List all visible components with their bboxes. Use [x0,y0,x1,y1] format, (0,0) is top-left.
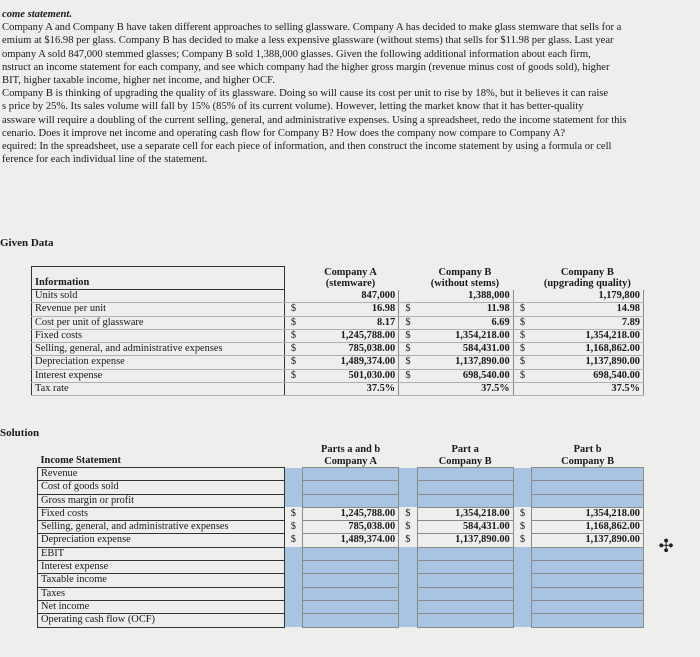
currency-c: $ [519,534,526,546]
currency-a [284,547,302,560]
row-label: Taxes [38,587,285,600]
currency-b [399,494,417,507]
currency-a: $ [284,303,302,316]
solution-title: Solution [0,427,40,439]
currency-c [513,494,531,507]
currency-a [284,574,302,587]
value-company-b[interactable]: 1,354,218.00 [417,507,513,520]
currency-a: $ [290,534,296,546]
row-label: Revenue per unit [32,303,285,316]
currency-b [399,561,417,574]
value-company-b[interactable] [417,468,513,481]
value-company-a[interactable]: 1,245,788.00 [302,329,398,342]
value-company-b-upgrade[interactable]: 37.5% [531,383,643,396]
income-statement-row [38,614,644,627]
value-company-a[interactable]: 8.17 [302,316,398,329]
currency-a: $ [284,369,302,382]
currency-b [399,574,417,587]
value-company-b-upgrade[interactable] [532,587,644,600]
currency-b [399,614,417,627]
value-company-a[interactable] [303,468,399,481]
currency-b: $ [399,369,417,382]
currency-b: $ [399,356,417,369]
currency-c: $ [513,369,531,382]
row-label: Operating cash flow (OCF) [38,614,285,627]
value-company-b-upgrade[interactable] [532,600,644,613]
currency-c [513,547,531,560]
value-company-a[interactable]: 1,245,788.00 [303,507,399,520]
value-company-a[interactable] [303,547,399,560]
currency-a [284,561,302,574]
value-company-a[interactable]: 785,038.00 [302,343,398,356]
row-label: Gross margin or profit [38,494,285,507]
currency-a: $ [284,356,302,369]
row-label: Units sold [32,290,285,303]
currency-a [284,494,302,507]
given-data-row [32,290,644,303]
given-col-company-a: Company A (stemware) [324,266,377,289]
currency-c: $ [513,329,531,342]
currency-b [399,290,417,303]
currency-b [399,468,417,481]
value-company-b-upgrade[interactable]: 14.98 [531,303,643,316]
given-data-row [32,343,644,356]
currency-c: $ [519,507,526,519]
given-data-row [32,383,644,396]
currency-c [513,468,531,481]
currency-c: $ [519,521,526,533]
currency-a [284,290,302,303]
value-company-a[interactable] [303,614,399,627]
value-company-b[interactable] [417,600,513,613]
currency-b [399,383,417,396]
currency-c [513,614,531,627]
value-company-a[interactable]: 785,038.00 [303,521,399,534]
currency-a [284,383,302,396]
problem-paragraph-1: Company A and Company B have taken different approaches to selling glassware. Company A has decided to make glass stemware that sells for a emium at $16.98 per glass. Company B has decided to make a less expensive glassware (without stems) that sells for $11.98 per glass. Last year ompany A sold 847,000 stemmed glasses; Company B sold 1,388,000 glasses. Given the following additional information about each firm, nstruct an income statement for each company, and see which company had the higher gross margin (revenue minus cost of goods sold), higher BIT, higher taxable income, higher net income, and higher OCF. [2,22,622,87]
currency-a [284,481,302,494]
currency-a [284,614,302,627]
row-label: Cost per unit of glassware [32,316,285,329]
currency-b [399,547,417,560]
income-statement-row [38,494,644,507]
value-company-b-upgrade[interactable] [532,468,644,481]
value-company-b[interactable]: 1,137,890.00 [417,356,513,369]
value-company-b[interactable] [417,561,513,574]
currency-b: $ [399,303,417,316]
currency-b: $ [405,521,411,533]
income-statement-row [38,534,644,547]
row-label: Net income [38,600,285,613]
value-company-b[interactable]: 6.69 [417,316,513,329]
value-company-b[interactable] [417,574,513,587]
currency-b: $ [399,329,417,342]
currency-c: $ [513,316,531,329]
currency-a: $ [284,329,302,342]
income-statement-table [37,444,644,628]
row-label: Fixed costs [32,329,285,342]
value-company-b-upgrade[interactable]: 1,168,862.00 [532,521,644,534]
row-label: Selling, general, and administrative expenses [32,343,285,356]
value-company-b-upgrade[interactable]: 1,354,218.00 [531,329,643,342]
given-data-row [32,303,644,316]
currency-a: $ [284,343,302,356]
value-company-a[interactable]: 847,000 [302,290,398,303]
currency-c: $ [513,303,531,316]
value-company-a[interactable]: 501,030.00 [302,369,398,382]
given-data-row [32,329,644,342]
value-company-a[interactable] [303,481,399,494]
income-statement-row [38,521,644,534]
income-statement-row [38,547,644,560]
value-company-b-upgrade[interactable]: 1,354,218.00 [532,507,644,520]
value-company-b[interactable]: 698,540.00 [417,369,513,382]
row-label: Depreciation expense [38,534,285,547]
currency-c [513,383,531,396]
value-company-b-upgrade[interactable]: 7.89 [531,316,643,329]
currency-b [399,587,417,600]
currency-b: $ [405,534,411,546]
value-company-b-upgrade[interactable]: 1,137,890.00 [532,534,644,547]
value-company-b-upgrade[interactable] [532,614,644,627]
value-company-b[interactable]: 37.5% [417,383,513,396]
row-label: Interest expense [38,561,285,574]
row-label: Revenue [38,468,285,481]
problem-statement [2,8,692,166]
currency-c: $ [513,343,531,356]
row-label: Interest expense [32,369,285,382]
income-statement-row [38,481,644,494]
value-company-b[interactable] [417,547,513,560]
given-data-row [32,356,644,369]
currency-c [513,561,531,574]
income-statement-row [38,468,644,481]
row-label: Taxable income [38,574,285,587]
solution-col-company-b-upgrade: Part b Company B [561,444,615,467]
currency-a [284,600,302,613]
currency-a: $ [284,316,302,329]
problem-paragraph-2: Company B is thinking of upgrading the quality of its glassware. Doing so will cause its cost per unit to rise by 18%, but it believes it can raise s price by 25%. Its sales volume will fall by 15% (85% of its current volume). However, letting the market know that it has better-quality assware will require a doubling of the current selling, general, and administrative expenses. Using a spreadsheet, redo the income statement for this cenario. Does it improve net income and operating cash flow for Company B? How does the company now compare to Company A? [2,88,627,139]
given-data-table [31,266,644,396]
value-company-b[interactable]: 1,388,000 [417,290,513,303]
row-label: Depreciation expense [32,356,285,369]
income-statement-row [38,600,644,613]
solution-header-label: Income Statement [40,454,122,466]
currency-c [513,481,531,494]
currency-a [284,468,302,481]
given-data-row [32,369,644,382]
value-company-b-upgrade[interactable]: 1,137,890.00 [531,356,643,369]
value-company-a[interactable] [303,574,399,587]
cursor-crosshair-icon: ✣ [658,536,674,557]
value-company-a[interactable]: 1,489,374.00 [303,534,399,547]
value-company-b-upgrade[interactable] [532,561,644,574]
value-company-a[interactable] [303,561,399,574]
currency-a [284,587,302,600]
value-company-b-upgrade[interactable] [532,481,644,494]
value-company-b[interactable] [417,614,513,627]
given-col-company-b: Company B (without stems) [430,266,500,289]
row-label: EBIT [38,547,285,560]
value-company-b[interactable]: 1,354,218.00 [417,329,513,342]
value-company-b-upgrade[interactable] [532,547,644,560]
given-col-company-b-upgrade: Company B (upgrading quality) [543,266,631,289]
row-label: Cost of goods sold [38,481,285,494]
currency-c [513,600,531,613]
value-company-b-upgrade[interactable]: 1,168,862.00 [531,343,643,356]
income-statement-row [38,561,644,574]
given-data-title: Given Data [0,237,54,249]
currency-b: $ [399,316,417,329]
solution-col-company-a: Parts a and b Company A [321,444,381,467]
value-company-a[interactable]: 1,489,374.00 [302,356,398,369]
value-company-a[interactable] [303,587,399,600]
given-header-label: Information [32,267,285,290]
row-label: Fixed costs [38,507,285,520]
value-company-b[interactable]: 11.98 [417,303,513,316]
income-statement-row [38,507,644,520]
currency-b [399,600,417,613]
currency-a: $ [290,507,296,519]
value-company-b[interactable]: 1,137,890.00 [417,534,513,547]
problem-heading: come statement. [2,9,73,20]
value-company-b-upgrade[interactable]: 698,540.00 [531,369,643,382]
value-company-b[interactable]: 584,431.00 [417,343,513,356]
value-company-b-upgrade[interactable] [532,494,644,507]
value-company-b[interactable] [417,494,513,507]
value-company-b[interactable] [417,481,513,494]
problem-paragraph-3: equired: In the spreadsheet, use a separate cell for each piece of information, and then construct the income statement by using a formula or cell ference for each individual line of the statement. [2,141,612,166]
currency-b: $ [399,343,417,356]
given-data-row [32,316,644,329]
value-company-b-upgrade[interactable] [532,574,644,587]
currency-c [513,290,531,303]
currency-c [513,587,531,600]
income-statement-row [38,587,644,600]
currency-c: $ [513,356,531,369]
currency-b [399,481,417,494]
income-statement-row [38,574,644,587]
row-label: Tax rate [32,383,285,396]
currency-b: $ [405,507,411,519]
value-company-a[interactable] [303,600,399,613]
currency-c [513,574,531,587]
row-label: Selling, general, and administrative expenses [38,521,285,534]
value-company-a[interactable]: 37.5% [302,383,398,396]
currency-a: $ [290,521,296,533]
value-company-a[interactable] [303,494,399,507]
solution-col-company-b: Part a Company B [438,444,492,467]
value-company-a[interactable]: 16.98 [302,303,398,316]
value-company-b-upgrade[interactable]: 1,179,800 [531,290,643,303]
value-company-b[interactable] [417,587,513,600]
value-company-b[interactable]: 584,431.00 [417,521,513,534]
